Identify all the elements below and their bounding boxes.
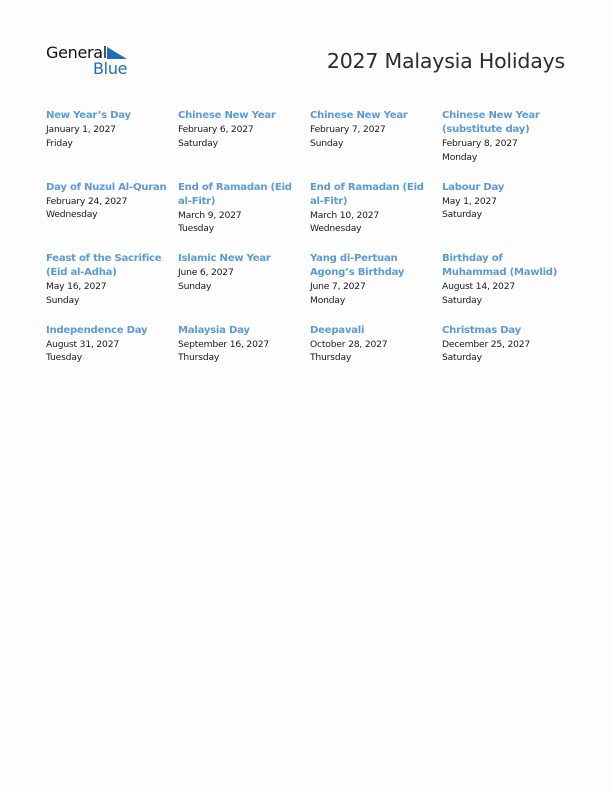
holiday-weekday: Sunday (46, 294, 80, 306)
holiday-weekday: Sunday (310, 137, 344, 149)
holiday-weekday: Friday (46, 137, 73, 149)
holiday-weekday: Wednesday (46, 209, 98, 220)
holiday-name: Christmas Day (442, 324, 521, 336)
holiday-weekday: Thursday (310, 352, 352, 363)
holiday-name: Malaysia Day (178, 324, 250, 336)
holiday-weekday: Saturday (442, 294, 482, 306)
holiday-date: May 1, 2027 (442, 195, 497, 207)
holiday-name: Chinese New Year (310, 110, 408, 121)
holiday-name: End of Ramadan (Eid al-Fitr) (178, 181, 292, 207)
holiday-name: Birthday of Muhammad (Mawlid) (442, 253, 558, 278)
holiday-weekday: Tuesday (178, 223, 214, 234)
holiday-entry (310, 181, 442, 253)
holiday-name: Yang di-Pertuan Agong’s Birthday (310, 253, 405, 278)
holiday-weekday: Thursday (178, 352, 220, 363)
general-blue-logo (46, 44, 136, 80)
holiday-date: February 7, 2027 (310, 124, 386, 135)
holiday-weekday: Wednesday (310, 223, 362, 234)
holiday-entry (178, 324, 310, 396)
holiday-name: Day of Nuzul Al-Quran (46, 181, 167, 193)
page-title: 2027 Malaysia Holidays (326, 49, 565, 73)
holiday-name: Labour Day (442, 181, 505, 193)
holiday-name: Chinese New Year (178, 110, 276, 121)
holiday-entry (442, 324, 576, 396)
holiday-date: October 28, 2027 (310, 338, 388, 350)
holiday-weekday: Sunday (178, 280, 212, 292)
holiday-name: Feast of the Sacrifice (Eid al-Adha) (46, 253, 162, 278)
holiday-date: June 6, 2027 (178, 267, 234, 278)
holiday-entry (178, 181, 310, 253)
holiday-entry (310, 252, 442, 324)
holiday-date: February 8, 2027 (442, 138, 518, 149)
holiday-name: New Year’s Day (46, 110, 131, 121)
holiday-name: Deepavali (310, 324, 365, 336)
holiday-date: August 31, 2027 (46, 338, 119, 350)
holiday-entry (46, 181, 178, 253)
holiday-date: June 7, 2027 (310, 281, 366, 292)
holiday-weekday: Saturday (442, 209, 482, 220)
holiday-entry (178, 109, 310, 181)
holiday-entry (442, 252, 576, 324)
holiday-date: September 16, 2027 (178, 338, 270, 350)
holiday-name: End of Ramadan (Eid al-Fitr) (310, 181, 424, 207)
holiday-name: Chinese New Year (substitute day) (442, 110, 540, 135)
holiday-weekday: Saturday (178, 137, 218, 149)
holiday-entry (310, 324, 442, 396)
holiday-date: March 10, 2027 (310, 209, 380, 221)
holiday-entry (178, 252, 310, 324)
holiday-date: February 6, 2027 (178, 124, 254, 135)
holiday-date: March 9, 2027 (178, 209, 242, 221)
holiday-entry (46, 109, 178, 181)
holiday-entry (442, 109, 576, 181)
holiday-weekday: Saturday (442, 352, 482, 363)
holiday-weekday: Tuesday (46, 352, 82, 363)
holiday-entry (310, 109, 442, 181)
holiday-date: January 1, 2027 (46, 124, 116, 135)
logo-word-blue: Blue (93, 59, 128, 78)
holiday-date: February 24, 2027 (46, 195, 128, 207)
holiday-entry (46, 324, 178, 396)
holiday-grid (46, 109, 576, 395)
holiday-date: May 16, 2027 (46, 281, 107, 292)
holiday-date: August 14, 2027 (442, 281, 515, 292)
holiday-entry (46, 252, 178, 324)
holiday-weekday: Monday (310, 294, 346, 306)
logo-word-general: General (46, 43, 107, 62)
holiday-date: December 25, 2027 (442, 338, 531, 350)
holiday-name: Islamic New Year (178, 253, 271, 264)
holiday-name: Independence Day (46, 324, 148, 336)
holiday-entry (442, 181, 576, 253)
holiday-weekday: Monday (442, 151, 478, 163)
